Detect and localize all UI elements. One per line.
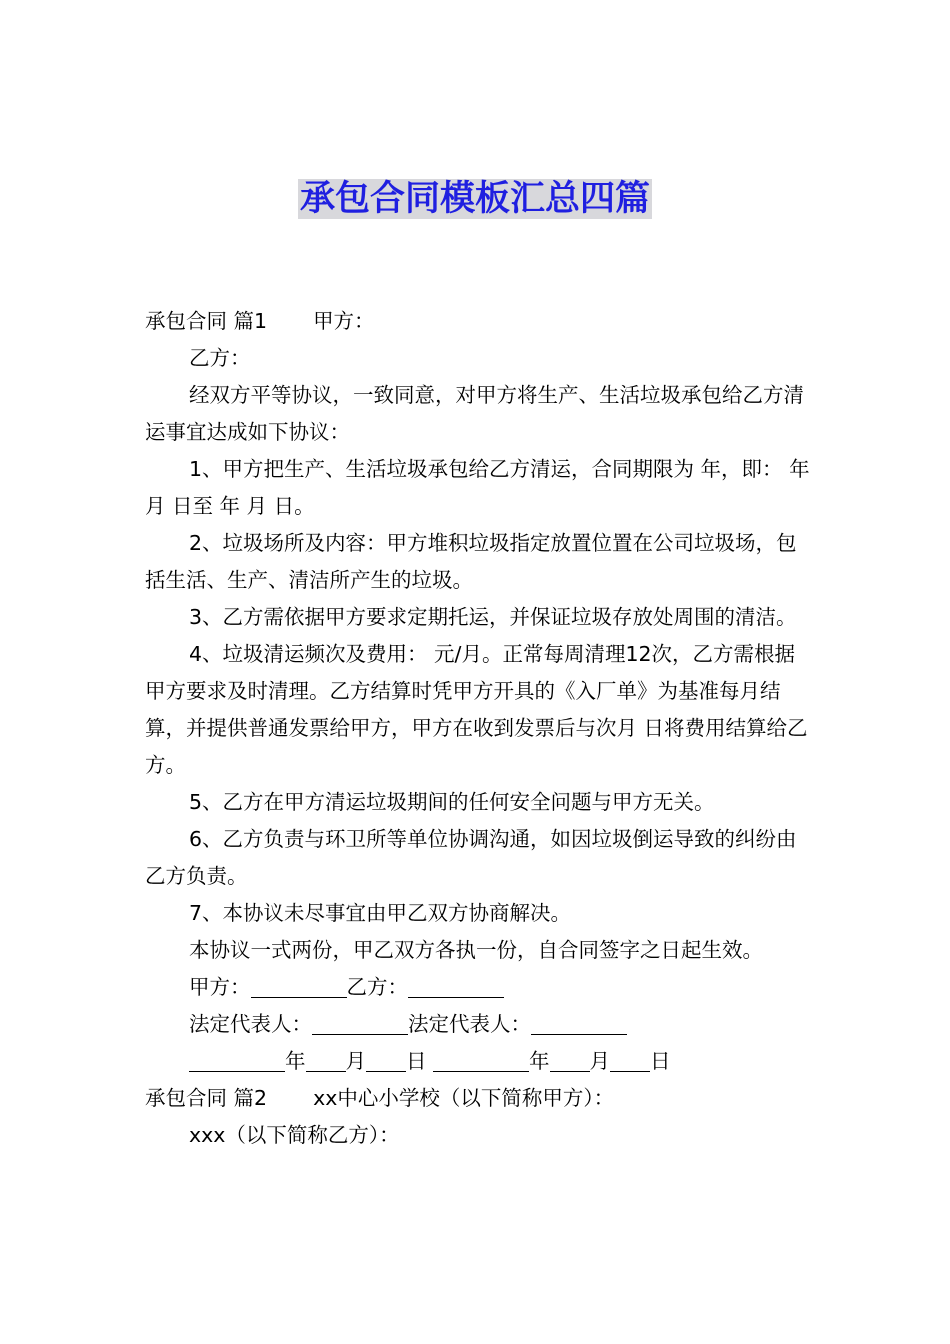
date-a-year-label: 年: [285, 1049, 306, 1073]
clause-5: 5、乙方在甲方清运垃圾期间的任何安全问题与甲方无关。: [189, 790, 715, 814]
sign-party-a-blank: [251, 973, 347, 998]
clause-2: 2、垃圾场所及内容：甲方堆积垃圾指定放置位置在公司垃圾场，包括生活、生产、清洁所产生的垃圾。: [145, 531, 797, 592]
date-a-month-label: 月: [345, 1049, 366, 1073]
date-b-day-blank: [610, 1047, 650, 1072]
section2-heading-line: [145, 1080, 815, 1117]
document-title: [0, 176, 950, 222]
rep-a-blank: [312, 1010, 408, 1035]
signature-line: [145, 969, 815, 1006]
date-line: [145, 1043, 815, 1080]
date-b-year-label: 年: [529, 1049, 550, 1073]
date-a-year-blank: [189, 1047, 285, 1072]
sign-party-a-label: 甲方：: [189, 975, 251, 999]
date-a-month-blank: [306, 1047, 346, 1072]
date-b-day-label: 日: [650, 1049, 671, 1073]
date-b-month-blank: [550, 1047, 590, 1072]
section1-party-b: 乙方：: [189, 346, 251, 370]
document-body: [145, 303, 815, 1154]
rep-b-blank: [531, 1010, 627, 1035]
clause-1: 1、甲方把生产、生活垃圾承包给乙方清运，合同期限为 年，即： 年 月 日至 年 月 日。: [145, 457, 810, 518]
section1-party-a: 甲方：: [313, 309, 375, 333]
clause-3: 3、乙方需依据甲方要求定期托运，并保证垃圾存放处周围的清洁。: [189, 605, 797, 629]
date-b-year-blank: [433, 1047, 529, 1072]
section2-heading: 承包合同 篇2: [145, 1086, 268, 1110]
section2-party-a: xx中心小学校（以下简称甲方）：: [313, 1086, 615, 1110]
date-a-day-blank: [366, 1047, 406, 1072]
document-title-text: 承包合同模板汇总四篇: [299, 179, 650, 219]
clause-7: 7、本协议未尽事宜由甲乙双方协商解决。: [189, 901, 572, 925]
section1-heading: 承包合同 篇1: [145, 309, 268, 333]
section1-heading-line: [145, 303, 815, 340]
sign-party-b-label: 乙方：: [346, 975, 408, 999]
clause-effective: 本协议一式两份，甲乙双方各执一份，自合同签字之日起生效。: [189, 938, 763, 962]
date-b-month-label: 月: [589, 1049, 611, 1073]
clause-4: 4、垃圾清运频次及费用： 元/月。正常每周清理12次，乙方需根据甲方要求及时清理。乙方结算时凭甲方开具的《入厂单》为基准每月结算，并提供普通发票给甲方，甲方在收到发票后与次月 日将费用结算给乙方。: [145, 642, 808, 777]
rep-a-label: 法定代表人：: [189, 1012, 312, 1036]
sign-party-b-blank: [408, 973, 504, 998]
date-a-day-label: 日: [406, 1049, 427, 1073]
section2-party-b: xxx（以下简称乙方）：: [189, 1123, 400, 1147]
representative-line: [145, 1006, 815, 1043]
rep-b-label: 法定代表人：: [408, 1012, 531, 1036]
section1-intro: 经双方平等协议，一致同意，对甲方将生产、生活垃圾承包给乙方清运事宜达成如下协议：: [145, 383, 804, 444]
clause-6: 6、乙方负责与环卫所等单位协调沟通，如因垃圾倒运导致的纠纷由乙方负责。: [145, 827, 797, 888]
